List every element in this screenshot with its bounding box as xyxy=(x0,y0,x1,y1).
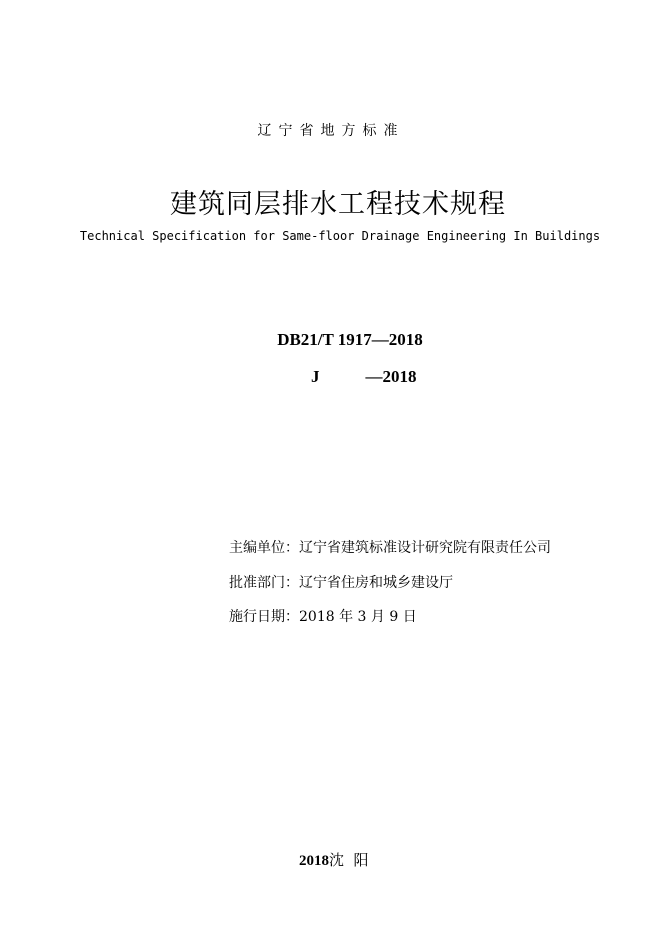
editor-unit-label: 主编单位： xyxy=(229,540,299,556)
editor-unit-value: 辽宁省建筑标准设计研究院有限责任公司 xyxy=(299,540,551,556)
effective-date-label: 施行日期： xyxy=(229,609,299,625)
editor-unit-row xyxy=(229,537,551,557)
record-number-suffix: —2018 xyxy=(365,367,417,386)
approval-department-label: 批准部门： xyxy=(229,575,299,591)
publication-year: 2018 xyxy=(299,853,329,869)
publication-footer xyxy=(299,849,369,870)
effective-date-row xyxy=(229,606,417,626)
standard-type-heading: 辽宁省地方标准 xyxy=(257,123,405,139)
standard-number: DB21/T 1917—2018 xyxy=(277,330,423,349)
record-number-prefix: J xyxy=(311,367,320,386)
approval-department-row xyxy=(229,572,453,592)
publication-city: 沈 阳 xyxy=(329,851,369,869)
document-title-cn: 建筑同层排水工程技术规程 xyxy=(170,189,506,220)
document-title-en: Technical Specification for Same-floor Drainage Engineering In Buildings xyxy=(79,229,601,243)
approval-department-value: 辽宁省住房和城乡建设厅 xyxy=(299,575,453,591)
effective-date-value: 2018 年 3 月 9 日 xyxy=(299,609,417,625)
record-number xyxy=(311,367,417,387)
